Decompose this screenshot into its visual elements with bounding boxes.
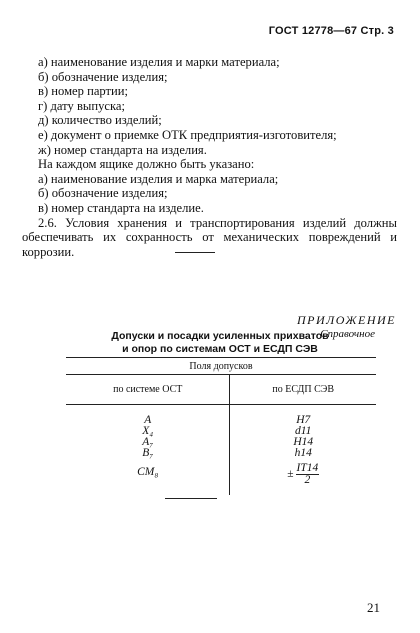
divider (175, 252, 215, 253)
list-item: а) наименование изделия и марки материала; (38, 55, 280, 69)
fraction (296, 463, 320, 486)
list-item: г) дату выпуска; (38, 98, 126, 113)
table-group-header: Поля допусков (66, 358, 376, 375)
list-item: е) документ о приемке ОТК предприятия-изготовителя; (38, 127, 337, 142)
table-title-line: и опор по системам ОСТ и ЕСДП СЭВ (122, 342, 318, 355)
tolerance-table (66, 357, 376, 495)
esdp-column (230, 405, 376, 496)
plus-minus: ± (287, 468, 294, 481)
table-col-header: по ЕСДП СЭВ (230, 375, 376, 405)
page-header: ГОСТ 12778—67 Стр. 3 (268, 25, 394, 37)
list-item: в) номер партии; (38, 84, 129, 99)
page-number: 21 (367, 600, 380, 615)
table-cell (230, 459, 376, 489)
table-col-header: по системе ОСТ (66, 375, 230, 405)
fraction-numerator: IT14 (296, 462, 319, 474)
body-text (22, 55, 397, 259)
table-cell: d11 (295, 425, 312, 437)
paragraph-2-6: 2.6. Условия хранения и транспортирования изделий должны обеспечивать их сохранность от механических повреждений и коррозии. (22, 215, 397, 259)
list-item: в) номер стандарта на изделие. (38, 200, 204, 215)
ost-column (66, 405, 230, 496)
table-cell: H14 (293, 436, 314, 448)
fraction-denominator: 2 (304, 474, 311, 486)
list-item: д) количество изделий; (38, 113, 162, 128)
list-item: б) обозначение изделия; (38, 69, 168, 84)
list-item: а) наименование изделия и марка материала; (38, 171, 279, 186)
list-item: ж) номер стандарта на изделия. (38, 142, 207, 157)
table-cell: h14 (294, 447, 312, 459)
table-cell: A₇ (142, 436, 154, 448)
table-cell: B₇ (142, 447, 154, 459)
list-item: б) обозначение изделия; (38, 186, 168, 201)
appendix-subtitle: Справочное (320, 328, 375, 340)
table-cell: X₄ (142, 425, 154, 437)
table-cell: A (144, 414, 152, 426)
divider (165, 498, 217, 499)
table-title-line: Допуски и посадки усиленных прихватов (111, 330, 329, 342)
box-intro: На каждом ящике должно быть указано: (38, 157, 255, 172)
table-title (70, 330, 370, 355)
table-cell: H7 (296, 414, 311, 426)
table-cell: CM₈ (137, 466, 159, 478)
appendix-title: ПРИЛОЖЕНИЕ (297, 313, 396, 327)
